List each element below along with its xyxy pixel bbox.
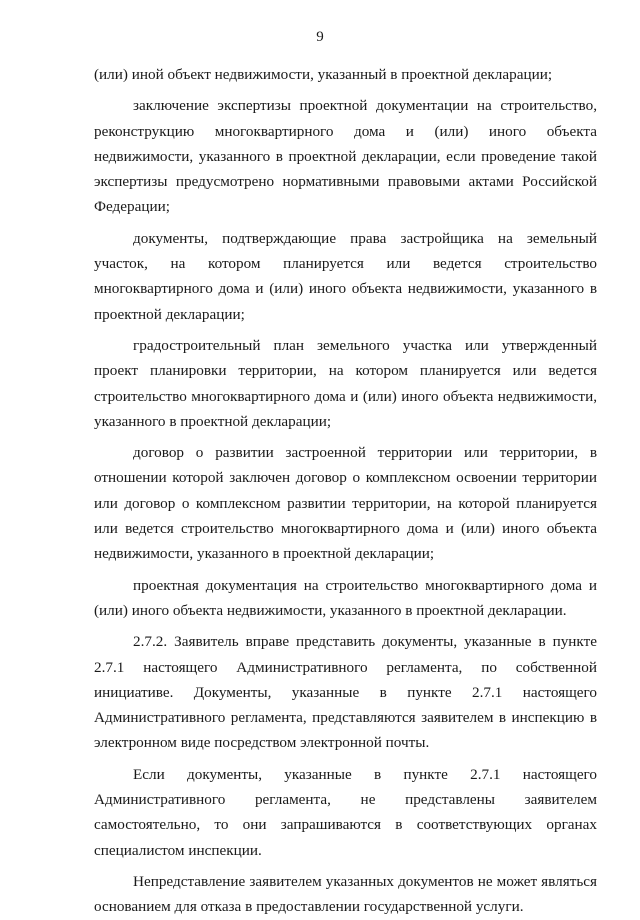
- paragraph-clause-2-7-2: 2.7.2. Заявитель вправе представить документы, указанные в пункте 2.7.1 настоящего Административного регламента, по собственной инициативе. Документы, указанные в пункте 2.7.1 настоящего Административного регламента, представляются заявителем в инспекцию в электронном виде посредством электронной почты.: [94, 633, 597, 752]
- paragraph-territory-development-contract: договор о развитии застроенной территории или территории, в отношении которой заключен договор о комплексном освоении территории или договор о комплексном развитии территории, на которой планируется или ведется строительство многоквартирного дома и (или) иного объекта недвижимости, указанного в проектной декларации;: [94, 444, 597, 563]
- paragraph-expertise-conclusion: заключение экспертизы проектной документации на строительство, реконструкцию многоквартирного дома и (или) иного объекта недвижимости, указанного в проектной декларации, если проведение такой экспертизы предусмотрено нормативными правовыми актами Российской Федерации;: [94, 97, 597, 216]
- page-number: 9: [316, 29, 324, 45]
- paragraph-continuation: (или) иной объект недвижимости, указанный в проектной декларации;: [94, 66, 553, 83]
- document-body: [94, 62, 597, 920]
- paragraph-urban-planning: градостроительный план земельного участка или утвержденный проект планировки территории, на котором планируется или ведется строительство многоквартирного дома и (или) иного объекта недвижимости, указанного в проектной декларации;: [94, 336, 597, 430]
- paragraph-land-rights-documents: документы, подтверждающие права застройщика на земельный участок, на котором планируется или ведется строительство многоквартирного дома и (или) иного объекта недвижимости, указанного в проектной декларации;: [94, 229, 597, 323]
- paragraph-no-refusal: Непредставление заявителем указанных документов не может являться основанием для отказа в предоставлении государственной услуги.: [94, 872, 597, 916]
- paragraph-project-documentation: проектная документация на строительство многоквартирного дома и (или) иного объекта недвижимости, указанного в проектной декларации.: [94, 576, 597, 619]
- paragraph-documents-requested: Если документы, указанные в пункте 2.7.1 настоящего Административного регламента, не представлены заявителем самостоятельно, то они запрашиваются в соответствующих органах специалистом инспекции.: [94, 765, 597, 859]
